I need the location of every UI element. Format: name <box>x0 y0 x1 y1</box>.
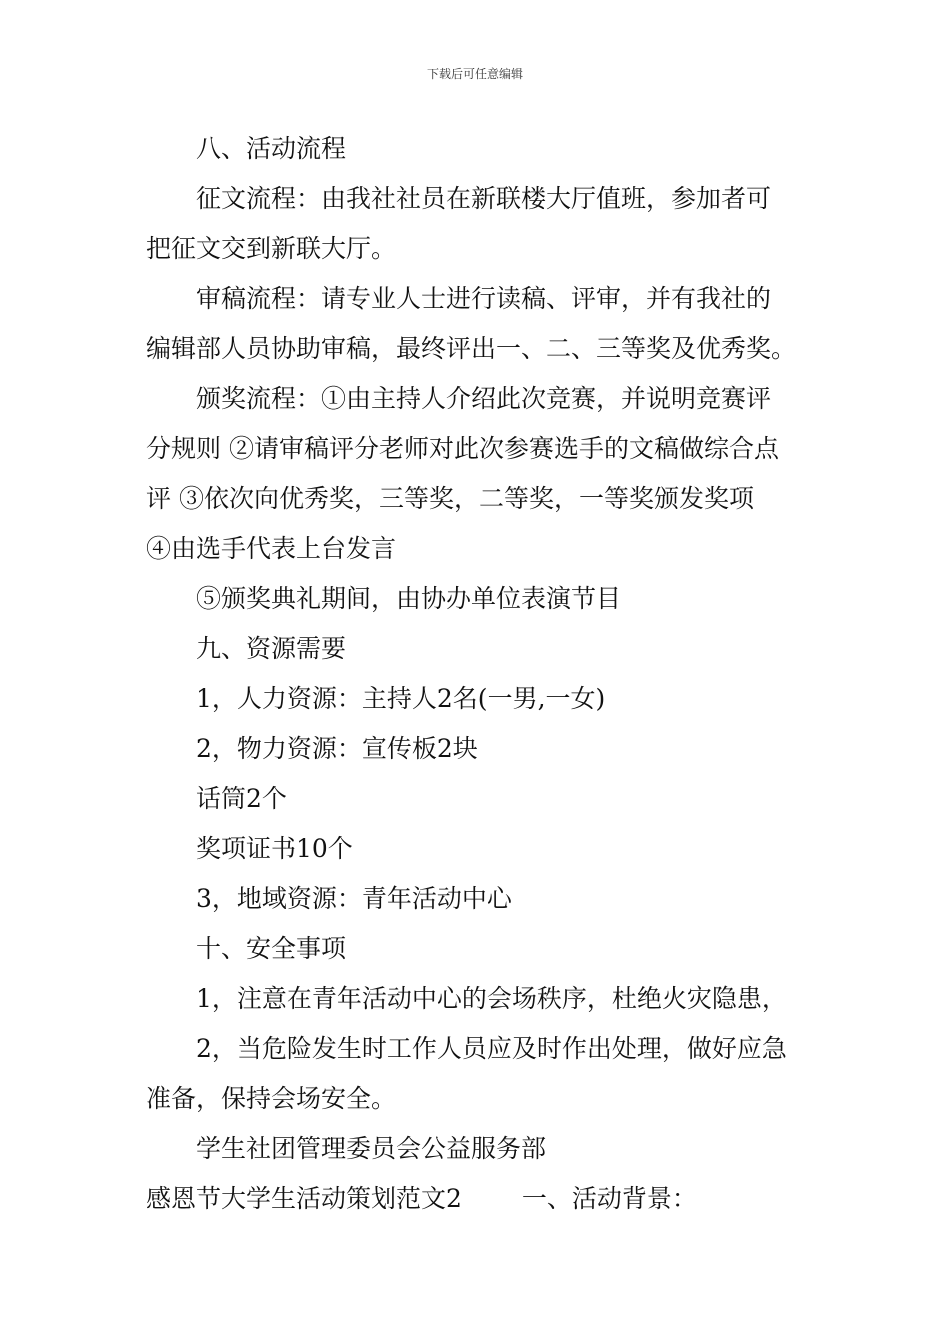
list-item: 3，地域资源：青年活动中心 <box>196 884 512 913</box>
signature-line: 学生社团管理委员会公益服务部 <box>196 1134 547 1163</box>
section-heading-resources: 九、资源需要 <box>196 634 347 663</box>
paragraph-line: 审稿流程：请专业人士进行读稿、评审，并有我社的 <box>196 284 772 313</box>
section-heading-safety: 十、安全事项 <box>196 934 347 963</box>
list-item: 1，注意在青年活动中心的会场秩序，杜绝火灾隐患， <box>196 984 787 1013</box>
paragraph-line: 编辑部人员协助审稿，最终评出一、二、三等奖及优秀奖。 <box>146 334 797 363</box>
section-heading-activity-flow: 八、活动流程 <box>196 134 347 163</box>
paragraph-line: 颁奖流程：①由主持人介绍此次竞赛，并说明竞赛评 <box>196 384 772 413</box>
document-body <box>146 124 808 1224</box>
list-item: 1，人力资源：主持人2名(一男,一女) <box>196 684 606 713</box>
document-title-line <box>146 1174 808 1224</box>
list-item: 2，物力资源：宣传板2块 <box>196 734 478 763</box>
list-item: 奖项证书10个 <box>196 834 353 863</box>
page-header: 下载后可任意编辑 <box>426 67 523 81</box>
document-title: 感恩节大学生活动策划范文2 <box>146 1184 462 1213</box>
paragraph-line: ⑤颁奖典礼期间，由协办单位表演节目 <box>196 584 622 613</box>
paragraph-line: 准备，保持会场安全。 <box>146 1084 397 1113</box>
paragraph-line: ④由选手代表上台发言 <box>146 534 397 563</box>
paragraph-line: 征文流程：由我社社员在新联楼大厅值班，参加者可 <box>196 184 772 213</box>
list-item: 2，当危险发生时工作人员应及时作出处理，做好应急 <box>196 1034 787 1063</box>
section-heading-background: 一、活动背景： <box>521 1184 697 1213</box>
list-item: 话筒2个 <box>196 784 287 813</box>
paragraph-line: 评 ③依次向优秀奖，三等奖，二等奖，一等奖颁发奖项 <box>146 484 754 513</box>
paragraph-line: 把征文交到新联大厅。 <box>146 234 397 263</box>
paragraph-line: 分规则 ②请审稿评分老师对此次参赛选手的文稿做综合点 <box>146 434 779 463</box>
